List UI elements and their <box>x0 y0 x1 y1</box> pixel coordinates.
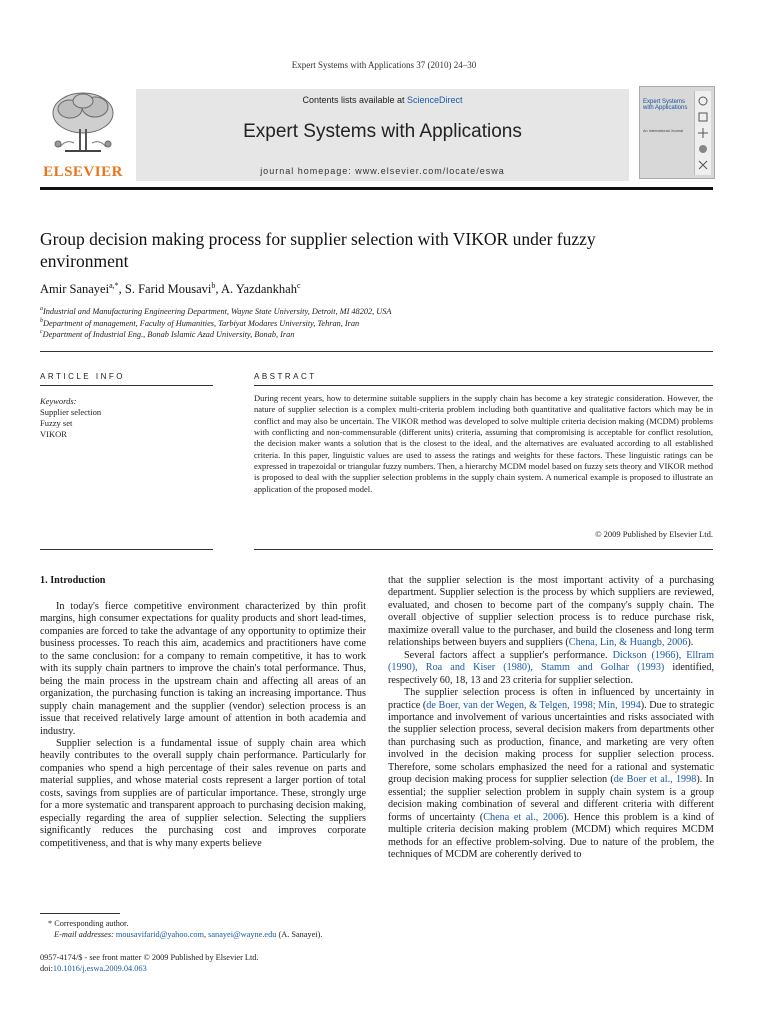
author-list <box>40 281 301 297</box>
email-link[interactable]: sanayei@wayne.edu <box>208 930 277 939</box>
tree-logo-icon <box>40 89 126 159</box>
text-run: ). Hence this problem is a kind of multiple criteria decision making problem (MCDM) which requires MCDM methods for an effective problem-solving. Due to nature of the problem, the techniques of MCDM are coherently derived to <box>388 811 714 860</box>
journal-title: Expert Systems with Applications <box>243 121 522 142</box>
text-run: identified, respectively 60, 18, 13 and 23 criteria for supplier selection. <box>388 662 715 686</box>
article-info-rule <box>40 385 213 386</box>
bottom-info <box>40 952 370 974</box>
text-run: ). <box>687 637 694 649</box>
affil-mark: c <box>40 329 43 335</box>
journal-homepage[interactable]: journal homepage: www.elsevier.com/locate/eswa <box>260 166 505 176</box>
doi-link[interactable]: 10.1016/j.eswa.2009.04.063 <box>52 964 147 973</box>
doi-line <box>40 963 370 974</box>
left-column <box>40 601 366 850</box>
author-affil-mark: c <box>296 281 301 290</box>
article-info-bottom-rule <box>40 549 213 550</box>
author-name: A. Yazdankhah <box>220 282 297 297</box>
paragraph <box>388 650 714 687</box>
text-run: The supplier selection process is often in influenced by uncertainty in practice ( <box>388 687 714 711</box>
affiliation <box>40 306 392 316</box>
author-name: S. Farid Mousavi <box>124 282 212 297</box>
affil-mark: a <box>40 306 43 312</box>
sciencedirect-link[interactable]: ScienceDirect <box>407 95 463 105</box>
paragraph <box>388 575 714 650</box>
right-column <box>388 575 714 861</box>
contents-prefix: Contents lists available at <box>302 95 408 105</box>
citation-link[interactable]: Dickson (1966), Ellram (1990), Roa and Kiser (1980), Stamm and Golhar (1993) <box>388 649 714 674</box>
email-link[interactable]: mousavifarid@yahoo.com <box>115 930 204 939</box>
author-separator: , <box>118 282 125 297</box>
text-run: ). In essential; the supplier selection problem in supply chain system is a group decision making combination of several and different criteria with different forms of uncertainty ( <box>388 774 714 823</box>
abstract-bottom-rule <box>254 549 713 550</box>
abstract-copyright: © 2009 Published by Elsevier Ltd. <box>595 529 713 539</box>
email-label: E-mail addresses: <box>54 930 116 939</box>
keywords-label: Keywords: <box>40 396 77 406</box>
abstract-heading: ABSTRACT <box>254 372 317 381</box>
affiliation <box>40 329 294 339</box>
text-run: Several factors affect a supplier's performance. <box>404 649 613 661</box>
paragraph: Supplier selection is a fundamental issue of supply chain area which heavily contributes to the overall supply chain performance. Particularly for companies who spend a high percentage of their sales revenue on parts and material supplies, and whose material costs represent a larger portion of total costs, savings from supplies are of particular importance. These, strongly urge for a more systematic and transparent approach to purchasing decision making, especially regarding the area of supplier selection. Selecting the suppliers significantly reduces the purchasing cost and improves corporate competitiveness, and that is why many experts believe <box>40 737 366 849</box>
author-separator: , <box>215 282 221 297</box>
elsevier-logo <box>40 89 126 181</box>
email-line <box>40 929 370 940</box>
paragraph: In today's fierce competitive environment characterized by thin profit margins, high consumer expectations for quality products and short lead-times, companies are forced to take the advantage of any opportunity to optimize their business processes. To reach this aim, academics and practitioners have come to the same conclusion: for a company to remain competitive, it has to work with its supply chain partners to improve the chain's total performance. Thus, being the main process in the upstream chain and affecting all areas of an organization, the purchasing function is taking an increasing importance. Thus supply chain management and the supplier (vendor) selection process is an issue that received relatively large amount of attention in both academia and industry. <box>40 601 366 737</box>
email-separator: , <box>203 930 209 939</box>
affiliation <box>40 318 359 328</box>
doi-prefix: doi: <box>40 964 53 973</box>
affil-text: Department of management, Faculty of Humanities, Tarbiyat Modares University, Tehran, Iran <box>43 318 360 328</box>
citation-link[interactable]: de Boer et al., 1998 <box>613 774 697 786</box>
keyword: Supplier selection <box>40 407 102 417</box>
elsevier-wordmark: ELSEVIER <box>43 164 123 180</box>
journal-banner <box>136 89 629 181</box>
affil-text: Industrial and Manufacturing Engineering Department, Wayne State University, Detroit, MI 48202, USA <box>43 306 392 316</box>
section-heading: 1. Introduction <box>40 575 106 586</box>
paragraph <box>388 687 714 861</box>
text-run: that the supplier selection is the most important activity of a purchasing department. Supplier selection is the process by which suppliers are reviewed, evaluated, and chosen to become part of the company's supply chain. The overall objective of supplier selection process is to reduce purchase risk, maximize overall value to the purchaser, and build the closeness and long term relationships between buyers and suppliers ( <box>388 575 714 649</box>
affil-mark: b <box>40 318 43 324</box>
citation-link[interactable]: Chena, Lin, & Huangb, 2006 <box>568 637 688 649</box>
issn-line: 0957-4174/$ - see front matter © 2009 Published by Elsevier Ltd. <box>40 953 259 962</box>
corresponding-author: * Corresponding author. <box>48 919 129 928</box>
section-rule <box>40 351 713 352</box>
article-info-heading: ARTICLE INFO <box>40 372 125 381</box>
email-suffix: (A. Sanayei). <box>276 930 323 939</box>
author-affil-mark: a,* <box>109 281 119 290</box>
keyword: Fuzzy set <box>40 418 73 428</box>
cover-subtitle: An International Journal <box>643 129 684 133</box>
journal-cover <box>639 86 715 179</box>
citation-link[interactable]: de Boer, van der Wegen, & Telgen, 1998; Min, 1994 <box>426 699 641 711</box>
article-title: Group decision making process for supplier selection with VIKOR under fuzzy environment <box>40 229 596 271</box>
contents-line <box>136 95 629 105</box>
header-rule <box>40 187 713 190</box>
abstract-text: During recent years, how to determine suitable suppliers in the supply chain has become a key strategic consideration. However, the nature of supplier selection is a complex multi-criteria problem including both quantitative and qualitative factors which may be in conflict and may also be uncertain. The VIKOR method was developed to solve multiple criteria decision making (MCDM) problems with conflicting and non-commensurable (different units) criteria, assuming that compromising is acceptable for conflict resolution, the decision maker wants a solution that is the closest to the ideal, and the alternatives are evaluated according to all established criteria. In this paper, linguistic values are used to assess the ratings and weights for these factors. These linguistic ratings can be expressed in trapezoidal or triangular fuzzy numbers. Then, a hierarchy MCDM model based on fuzzy sets theory and VIKOR method is proposed to deal with the supplier selection problems in the supply chain system. A numerical example is proposed to illustrate an application of the proposed model. <box>254 393 713 494</box>
author-name: Amir Sanayei <box>40 282 110 297</box>
cover-icon-strip <box>694 91 711 175</box>
citation-link[interactable]: Chena et al., 2006 <box>483 811 564 823</box>
author-affil-mark: b <box>211 281 216 290</box>
abstract-rule <box>254 385 713 386</box>
footnote-rule <box>40 913 120 914</box>
affil-text: Department of Industrial Eng., Bonab Islamic Azad University, Bonab, Iran <box>42 329 295 339</box>
text-run: ). Due to strategic importance and involvement of various uncertainties and risks associated with the supplier selection process, several decision makers from departments other than purchasing such as production, finance, and marketing are very often involved in the decision making process for supplier selection process. Therefore, some scholars emphasized the need for a rational and systematic group decision making process for supplier selection ( <box>388 699 714 786</box>
keyword: VIKOR <box>40 429 67 439</box>
running-header: Expert Systems with Applications 37 (2010) 24–30 <box>291 60 477 70</box>
cover-title: Expert Systems with Applications <box>643 99 688 111</box>
footnote <box>40 918 370 940</box>
